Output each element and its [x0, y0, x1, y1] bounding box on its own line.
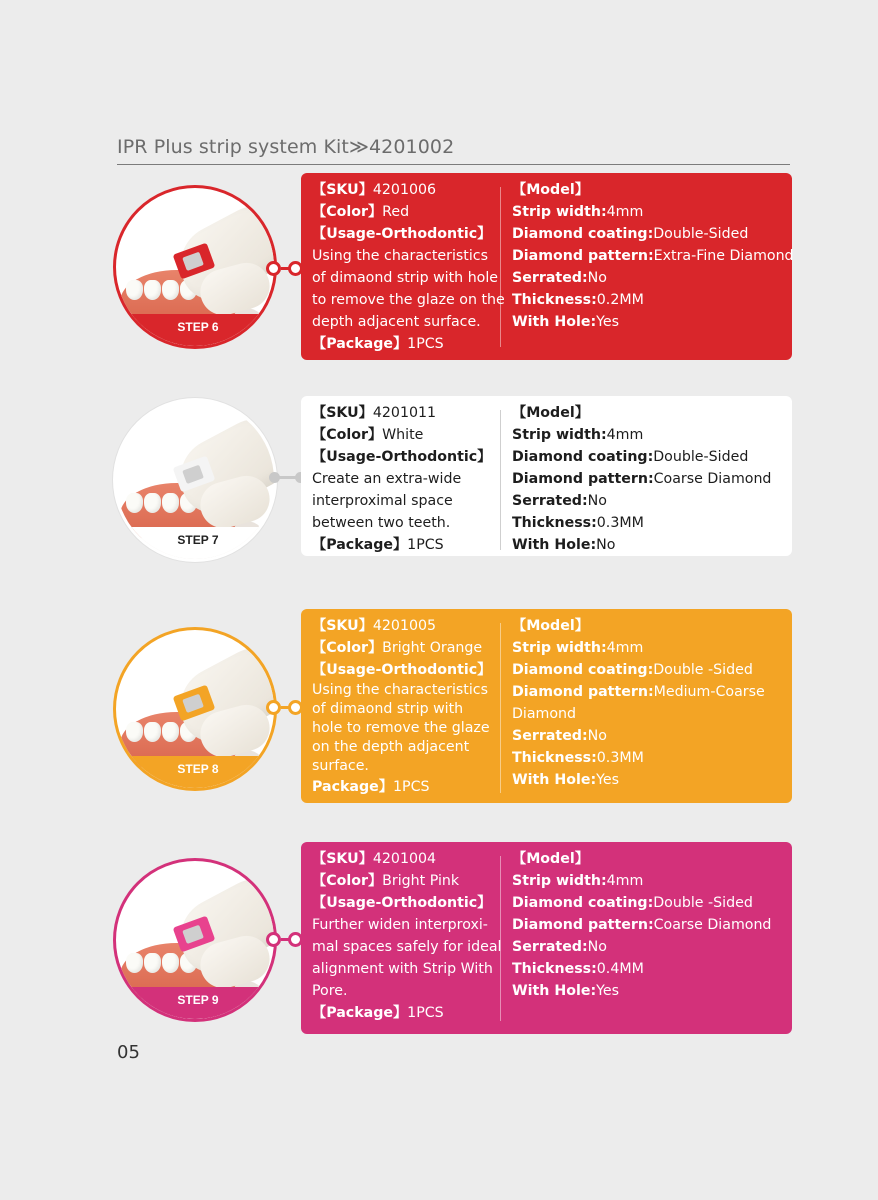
- step-9-photo: [113, 858, 277, 1022]
- thickness-value: 0.3MM: [596, 515, 644, 531]
- pattern-key: Diamond pattern:: [512, 471, 654, 487]
- hole-key: With Hole:: [512, 537, 597, 553]
- thickness-value: 0.4MM: [596, 961, 644, 977]
- usage-line: interproximal space: [312, 493, 453, 509]
- coating-value: Double -Sided: [653, 662, 753, 678]
- hole-key: With Hole:: [512, 314, 597, 330]
- page-number: 05: [117, 1042, 140, 1063]
- serrated-key: Serrated:: [512, 493, 588, 509]
- thickness-key: Thickness:: [512, 750, 597, 766]
- usage-key: 【Usage-Orthodontic】: [312, 449, 492, 465]
- pattern-key: Diamond pattern:: [512, 248, 654, 264]
- width-key: Strip width:: [512, 427, 607, 443]
- sku-key: 【SKU】: [312, 405, 373, 421]
- step-7-connector-line: [279, 476, 296, 479]
- model-key: 【Model】: [512, 618, 589, 634]
- usage-key: 【Usage-Orthodontic】: [312, 662, 492, 678]
- step-7-label: STEP 7: [116, 527, 277, 559]
- package-value: 1PCS: [407, 537, 444, 553]
- step-6-connector-line: [281, 267, 289, 270]
- title-divider: [117, 164, 790, 165]
- usage-line: alignment with Strip With: [312, 961, 493, 977]
- pattern-key: Diamond pattern:: [512, 684, 654, 700]
- step-7-card: [301, 396, 792, 556]
- sku-value: 4201004: [372, 851, 437, 867]
- usage-line: Further widen interproxi-: [312, 917, 488, 933]
- step-6-photo: [113, 185, 277, 349]
- hole-value: No: [596, 537, 616, 553]
- usage-line: surface.: [312, 758, 369, 774]
- serrated-value: No: [587, 270, 607, 286]
- step-9-label: STEP 9: [116, 987, 277, 1019]
- color-value: White: [382, 427, 424, 443]
- page-title: IPR Plus strip system Kit≫4201002: [117, 136, 455, 158]
- pattern-value: Coarse Diamond: [653, 471, 772, 487]
- color-value: Bright Orange: [382, 640, 483, 656]
- package-value: 1PCS: [392, 779, 430, 795]
- serrated-value: No: [587, 728, 607, 744]
- usage-line: between two teeth.: [312, 515, 451, 531]
- usage-line: Create an extra-wide: [312, 471, 462, 487]
- thickness-value: 0.2MM: [596, 292, 644, 308]
- width-value: 4mm: [606, 427, 644, 443]
- coating-key: Diamond coating:: [512, 662, 654, 678]
- step-9-connector-dot: [266, 932, 281, 947]
- package-key: 【Package】: [312, 336, 408, 352]
- coating-key: Diamond coating:: [512, 449, 654, 465]
- step-8-connector-dot: [266, 700, 281, 715]
- step-8-label: STEP 8: [116, 756, 277, 788]
- hole-key: With Hole:: [512, 772, 597, 788]
- color-value: Bright Pink: [382, 873, 460, 889]
- pattern-value-line2: Diamond: [512, 706, 577, 722]
- pattern-value: Extra-Fine Diamond: [653, 248, 794, 264]
- model-key: 【Model】: [512, 405, 589, 421]
- serrated-value: No: [587, 939, 607, 955]
- step-8-photo: [113, 627, 277, 791]
- thickness-key: Thickness:: [512, 961, 597, 977]
- pattern-value: Coarse Diamond: [653, 917, 772, 933]
- step-6-card: [301, 173, 792, 360]
- step-9-card: [301, 842, 792, 1034]
- width-key: Strip width:: [512, 640, 607, 656]
- coating-key: Diamond coating:: [512, 226, 654, 242]
- color-key: 【Color】: [312, 427, 383, 443]
- hole-value: Yes: [596, 983, 620, 999]
- coating-value: Double-Sided: [653, 449, 749, 465]
- usage-line: depth adjacent surface.: [312, 314, 481, 330]
- step-8-connector-line: [281, 706, 289, 709]
- coating-key: Diamond coating:: [512, 895, 654, 911]
- width-value: 4mm: [606, 640, 644, 656]
- color-value: Red: [382, 204, 410, 220]
- coating-value: Double-Sided: [653, 226, 749, 242]
- color-key: 【Color】: [312, 640, 383, 656]
- sku-key: 【SKU】: [312, 618, 373, 634]
- package-key: 【Package】: [312, 1005, 408, 1021]
- usage-line: Using the characteristics: [312, 682, 488, 698]
- usage-line: Using the characteristics: [312, 248, 488, 264]
- serrated-key: Serrated:: [512, 270, 588, 286]
- sku-value: 4201006: [372, 182, 437, 198]
- serrated-key: Serrated:: [512, 728, 588, 744]
- color-key: 【Color】: [312, 873, 383, 889]
- package-key: 【Package】: [312, 537, 408, 553]
- step-6-label: STEP 6: [116, 314, 277, 346]
- usage-line: of dimaond strip with hole: [312, 270, 499, 286]
- model-key: 【Model】: [512, 851, 589, 867]
- thickness-key: Thickness:: [512, 292, 597, 308]
- coating-value: Double -Sided: [653, 895, 753, 911]
- step-6-connector-dot: [266, 261, 281, 276]
- sku-value: 4201011: [372, 405, 437, 421]
- serrated-key: Serrated:: [512, 939, 588, 955]
- package-value: 1PCS: [407, 1005, 444, 1021]
- sku-key: 【SKU】: [312, 851, 373, 867]
- width-value: 4mm: [606, 873, 644, 889]
- pattern-value: Medium-Coarse: [653, 684, 765, 700]
- hole-value: Yes: [596, 772, 620, 788]
- model-key: 【Model】: [512, 182, 589, 198]
- thickness-value: 0.3MM: [596, 750, 644, 766]
- step-7-photo: [113, 398, 277, 562]
- usage-line: of dimaond strip with: [312, 701, 464, 717]
- usage-line: Pore.: [312, 983, 348, 999]
- usage-key: 【Usage-Orthodontic】: [312, 895, 492, 911]
- width-key: Strip width:: [512, 873, 607, 889]
- hole-key: With Hole:: [512, 983, 597, 999]
- usage-key: 【Usage-Orthodontic】: [312, 226, 492, 242]
- usage-line: hole to remove the glaze: [312, 720, 490, 736]
- step-9-connector-line: [281, 938, 289, 941]
- hole-value: Yes: [596, 314, 620, 330]
- step-8-card: [301, 609, 792, 803]
- thickness-key: Thickness:: [512, 515, 597, 531]
- usage-line: on the depth adjacent: [312, 739, 470, 755]
- width-key: Strip width:: [512, 204, 607, 220]
- sku-value: 4201005: [372, 618, 437, 634]
- width-value: 4mm: [606, 204, 644, 220]
- sku-key: 【SKU】: [312, 182, 373, 198]
- usage-line: mal spaces safely for ideal: [312, 939, 502, 955]
- package-value: 1PCS: [407, 336, 444, 352]
- usage-line: to remove the glaze on the: [312, 292, 505, 308]
- serrated-value: No: [587, 493, 607, 509]
- package-key: Package】: [312, 779, 393, 795]
- pattern-key: Diamond pattern:: [512, 917, 654, 933]
- color-key: 【Color】: [312, 204, 383, 220]
